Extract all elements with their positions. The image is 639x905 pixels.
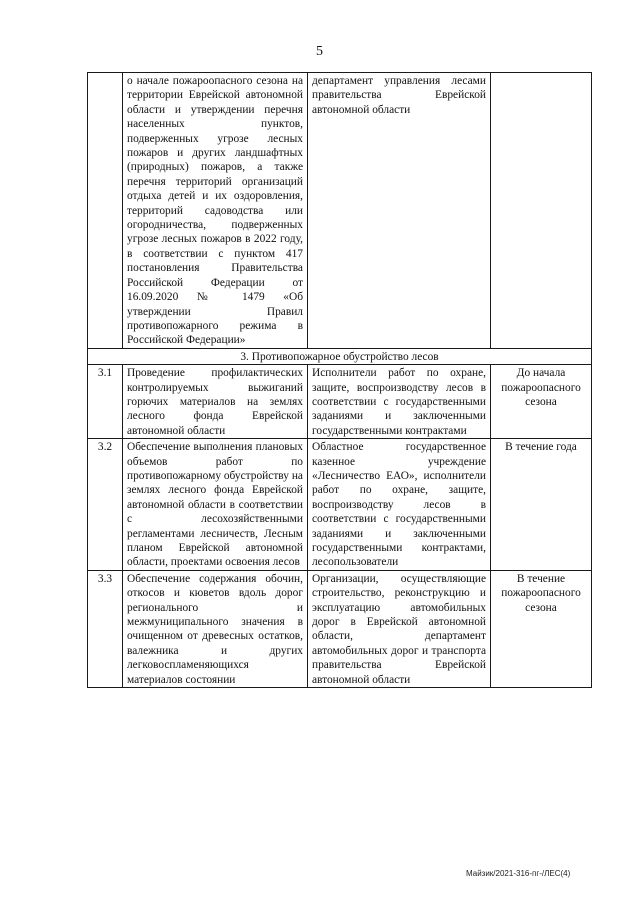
- row-number: 3.3: [88, 570, 123, 687]
- table-row: [88, 73, 592, 349]
- section-row: [88, 348, 592, 364]
- section-heading: 3. Противопожарное обустройство лесов: [88, 348, 592, 364]
- executor-cell: Областное государственное казенное учреждение «Лесничество ЕАО», исполнители работ по охране, защите, воспроизводству лесов в соответствии с государственными заданиями и заключенными государственными контрактами, лесопользователи: [308, 439, 491, 571]
- term-cell: [491, 73, 592, 349]
- table-row: [88, 570, 592, 687]
- document-footer-code: Майзик/2021-316-пг-/ЛЕС(4): [466, 869, 571, 878]
- term-cell: До начала пожароопасного сезона: [491, 365, 592, 439]
- row-number: [88, 73, 123, 349]
- activity-cell: Обеспечение выполнения плановых объемов работ по противопожарному обустройству на землях лесного фонда Еврейской автономной области в соответствии с лесохозяйственными регламентами лесничеств, Лесным планом Еврейской автономной области, проектами освоения лесов: [123, 439, 308, 571]
- activity-cell: Проведение профилактических контролируемых выжиганий горючих материалов на землях лесного фонда Еврейской автономной области: [123, 365, 308, 439]
- executor-cell: Исполнители работ по охране, защите, воспроизводству лесов в соответствии с государственными заданиями и заключенными государственными контрактами: [308, 365, 491, 439]
- activity-cell: Обеспечение содержания обочин, откосов и кюветов вдоль дорог регионального и межмуниципального значения в очищенном от древесных остатков, валежника и других легковоспламеняющихся материалов состоянии: [123, 570, 308, 687]
- table-row: [88, 365, 592, 439]
- executor-cell: департамент управления лесами правительства Еврейской автономной области: [308, 73, 491, 349]
- term-cell: В течение года: [491, 439, 592, 571]
- activity-cell: о начале пожароопасного сезона на территории Еврейской автономной области и утверждении перечня населенных пунктов, подверженных угрозе лесных пожаров и других ландшафтных (природных) пожаров, а также перечня территорий организаций отдыха детей и их оздоровления, территорий садоводства или огородничества, подверженных угрозе лесных пожаров в 2022 году, в соответствии с пунктом 417 постановления Правительства Российской Федерации от 16.09.2020 № 1479 «Об утверждении Правил противопожарного режима в Российской Федерации»: [123, 73, 308, 349]
- row-number: 3.2: [88, 439, 123, 571]
- term-cell: В течение пожароопасного сезона: [491, 570, 592, 687]
- executor-cell: Организации, осуществляющие строительство, реконструкцию и эксплуатацию автомобильных дорог в Еврейской автономной области, департамент автомобильных дорог и транспорта правительства Еврейской автономной области: [308, 570, 491, 687]
- table-row: [88, 439, 592, 571]
- row-number: 3.1: [88, 365, 123, 439]
- measures-table: [87, 72, 592, 688]
- page-number: 5: [316, 44, 323, 59]
